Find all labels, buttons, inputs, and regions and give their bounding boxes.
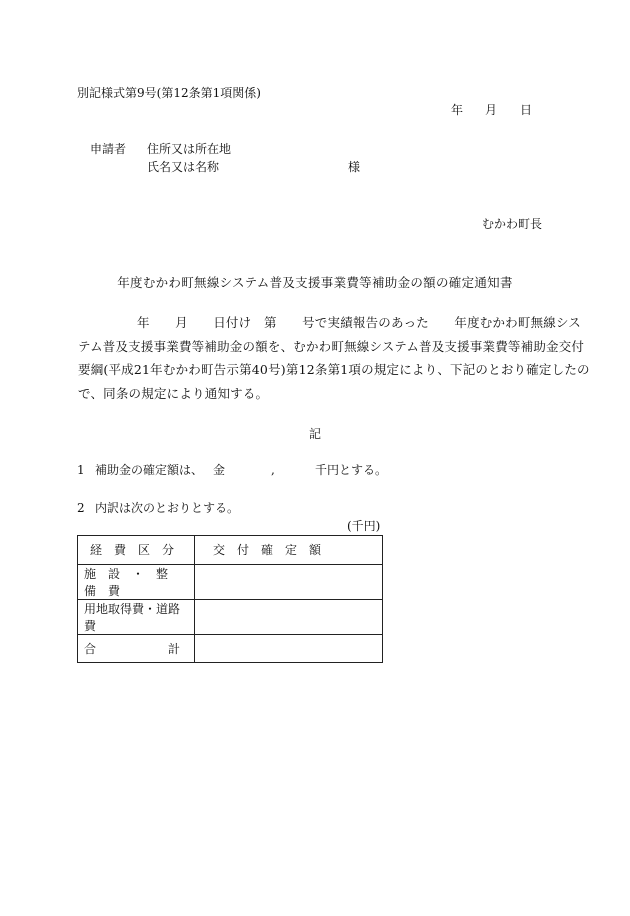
- row-category: 施 設 ・ 整 備 費: [78, 564, 195, 599]
- item1-suffix: 千円とする。: [315, 463, 388, 477]
- item2-label: 内訳は次のとおりとする。: [95, 501, 240, 515]
- row-amount: [195, 634, 383, 663]
- row-category: 用地取得費・道路費: [78, 599, 195, 634]
- body-line: テム普及支援事業費等補助金の額を、むかわ町無線システム普及支援事業費等補助金交付: [78, 338, 585, 354]
- body-line: 要綱(平成21年むかわ町告示第40号)第12条第1項の規定により、下記のとおり確定したの: [78, 362, 590, 377]
- header-category-label: 経 費 区 分: [90, 543, 175, 558]
- name-label: 氏名又は名称: [147, 160, 220, 174]
- item1-kin: 金: [213, 463, 226, 477]
- table-unit: (千円): [347, 519, 381, 533]
- header-amount: [195, 536, 383, 565]
- issuer: むかわ町長: [482, 217, 543, 231]
- body-line: 年 月 日付け 第 号で実績報告のあった 年度むかわ町無線シス: [137, 315, 582, 330]
- header-category: [78, 536, 195, 565]
- applicant-label: 申請者: [90, 142, 127, 156]
- table-row: [78, 564, 383, 599]
- header-amount-label: 交 付 確 定 額: [213, 543, 322, 558]
- ki-heading: 記: [309, 427, 322, 441]
- table-row: [78, 599, 383, 634]
- address-label: 住所又は所在地: [147, 142, 232, 156]
- body-line: で、同条の規定により通知する。: [78, 385, 269, 401]
- document-title: 年度むかわ町無線システム普及支援事業費等補助金の額の確定通知書: [117, 275, 513, 290]
- date-day: 日: [520, 103, 533, 117]
- item1-label: 補助金の確定額は、: [95, 463, 204, 477]
- breakdown-table: [77, 535, 383, 663]
- honorific: 様: [348, 160, 361, 174]
- item1-comma: ,: [271, 463, 275, 477]
- body-paragraph: [78, 311, 590, 405]
- row-amount: [195, 564, 383, 599]
- date-year: 年: [451, 103, 464, 117]
- row-category: 合 計: [78, 634, 195, 663]
- row-amount: [195, 599, 383, 634]
- table-header-row: [78, 536, 383, 565]
- table-row: [78, 634, 383, 663]
- form-id: 別記様式第9号(第12条第1項関係): [77, 86, 261, 100]
- item1-number: 1: [77, 463, 85, 477]
- item2-number: 2: [77, 501, 85, 515]
- date-month: 月: [485, 103, 498, 117]
